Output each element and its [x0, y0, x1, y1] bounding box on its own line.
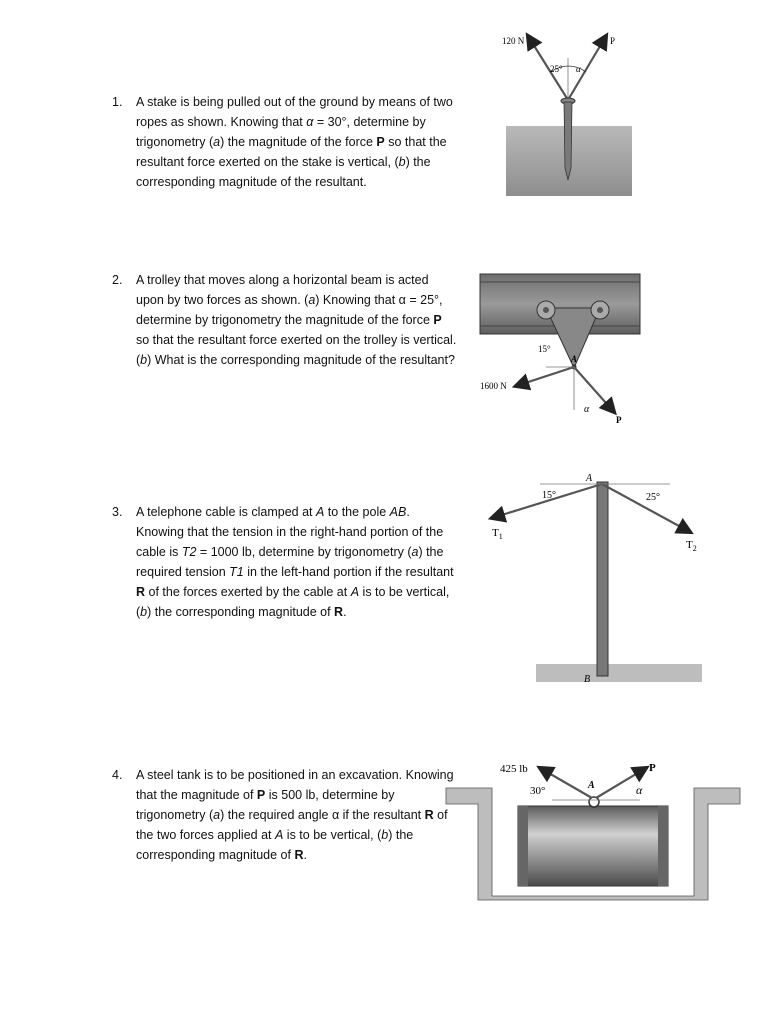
tension-label-t1: $T_1$	[492, 527, 503, 541]
text-run: ) the magnitude of the force	[220, 135, 377, 149]
text-run: so that the resultant force exerted on the stake is vertical, (	[136, 135, 447, 169]
point-label: A	[571, 354, 578, 364]
text-run: A	[274, 828, 284, 842]
text-run: is to be vertical, (	[136, 585, 450, 619]
text-run: ) the corresponding magnitude of	[147, 605, 335, 619]
trolley-figure	[476, 270, 646, 430]
text-run: in the left-hand portion if the resultant	[243, 565, 454, 579]
point-label-b: B	[584, 674, 591, 685]
force-p	[574, 367, 614, 412]
problem-text	[136, 270, 457, 370]
text-run: AB	[389, 505, 407, 519]
text-run: of the two forces applied at	[136, 808, 448, 842]
text-run: . Knowing that the tension in the right-hand portion of the cable is	[136, 505, 444, 559]
force-label-right: P	[649, 762, 656, 774]
text-run: T1	[229, 565, 244, 579]
text-run: P	[376, 135, 385, 149]
tank-end-right	[658, 806, 668, 886]
angle-label-right: α	[636, 783, 643, 797]
tension-label-t2: $T_2$	[686, 539, 697, 553]
text-run: A telephone cable is clamped at	[136, 505, 316, 519]
text-run: b	[381, 828, 389, 842]
problem-1	[112, 92, 457, 192]
text-run: a	[411, 545, 419, 559]
text-run: b	[140, 353, 148, 367]
text-run: R	[136, 585, 146, 599]
point-label: A	[588, 780, 595, 791]
text-run: R	[294, 848, 304, 862]
text-run: R	[334, 605, 344, 619]
ground	[536, 664, 702, 682]
force-425lb	[540, 768, 592, 798]
rope-right	[568, 36, 606, 100]
text-run: α	[306, 115, 314, 129]
text-run: ) the required angle α if the resultant	[220, 808, 425, 822]
problem-number: 2.	[112, 273, 123, 287]
stake	[564, 102, 572, 180]
text-run: = 30°, determine by trigonometry (	[136, 115, 426, 149]
pole	[597, 482, 608, 676]
text-run: ) the corresponding magnitude of the resultant.	[136, 155, 431, 189]
angle-label-right: α	[584, 404, 590, 415]
problem-2	[112, 270, 457, 370]
text-run: A trolley that moves along a horizontal beam is acted upon by two forces as shown. (	[136, 273, 429, 307]
text-run: = 1000 lb, determine by trigonometry (	[196, 545, 412, 559]
text-run: A	[350, 585, 360, 599]
force-label-right: P	[610, 36, 616, 46]
angle-label-right: 25°	[646, 492, 660, 503]
angle-label-left: 25°	[550, 64, 563, 74]
tank-end-left	[518, 806, 528, 886]
text-run: so that the resultant force exerted on the trolley is vertical. (	[136, 333, 457, 367]
text-run: b	[398, 155, 406, 169]
text-run: of the forces exerted by the cable at	[145, 585, 351, 599]
angle-label-left: 15°	[542, 490, 556, 501]
text-run: P	[433, 313, 442, 327]
lifting-ring	[589, 797, 599, 807]
text-run: T2	[181, 545, 197, 559]
text-run: R	[424, 808, 434, 822]
force-label-right: P	[616, 415, 622, 425]
text-run: A	[315, 505, 325, 519]
force-label-left: 1600 N	[480, 381, 507, 391]
pole-figure	[480, 470, 710, 685]
wheel-right-hub	[597, 307, 603, 313]
point-label-a: A	[586, 473, 593, 484]
tank-figure	[444, 754, 744, 904]
text-run: ) Knowing that α = 25°, determine by trigonometry the magnitude of the force	[136, 293, 443, 327]
problem-number: 1.	[112, 95, 123, 109]
angle-label-left: 15°	[538, 344, 551, 354]
problem-4	[112, 765, 457, 865]
text-run: .	[343, 605, 347, 619]
text-run: is 500 lb, determine by trigonometry (	[136, 788, 395, 822]
text-run: A stake is being pulled out of the ground by means of two ropes as shown. Knowing that	[136, 95, 453, 129]
text-run: ) the required tension	[136, 545, 444, 579]
text-run: .	[303, 848, 307, 862]
text-run: to the pole	[324, 505, 390, 519]
text-run: ) the corresponding magnitude of	[136, 828, 414, 862]
text-run: A steel tank is to be positioned in an excavation. Knowing that the magnitude of	[136, 768, 454, 802]
problem-number: 4.	[112, 768, 123, 782]
problem-text	[136, 765, 457, 865]
angle-label-left: 30°	[530, 785, 546, 797]
stake-figure	[500, 28, 640, 203]
problem-text	[136, 92, 457, 192]
angle-label-right: α	[576, 64, 581, 74]
wheel-left-hub	[543, 307, 549, 313]
text-run: a	[213, 808, 221, 822]
text-run: P	[256, 788, 266, 802]
problem-text	[136, 502, 457, 622]
text-run: a	[213, 135, 221, 149]
problem-3	[112, 502, 457, 622]
force-label-left: 120 N	[502, 36, 525, 46]
problem-number: 3.	[112, 505, 123, 519]
text-run: ) What is the corresponding magnitude of the resultant?	[147, 353, 455, 367]
force-label-left: 425 lb	[500, 763, 528, 775]
steel-tank	[518, 806, 668, 886]
text-run: b	[140, 605, 148, 619]
force-1600n	[516, 367, 574, 386]
text-run: a	[308, 293, 316, 307]
text-run: is to be vertical, (	[283, 828, 382, 842]
